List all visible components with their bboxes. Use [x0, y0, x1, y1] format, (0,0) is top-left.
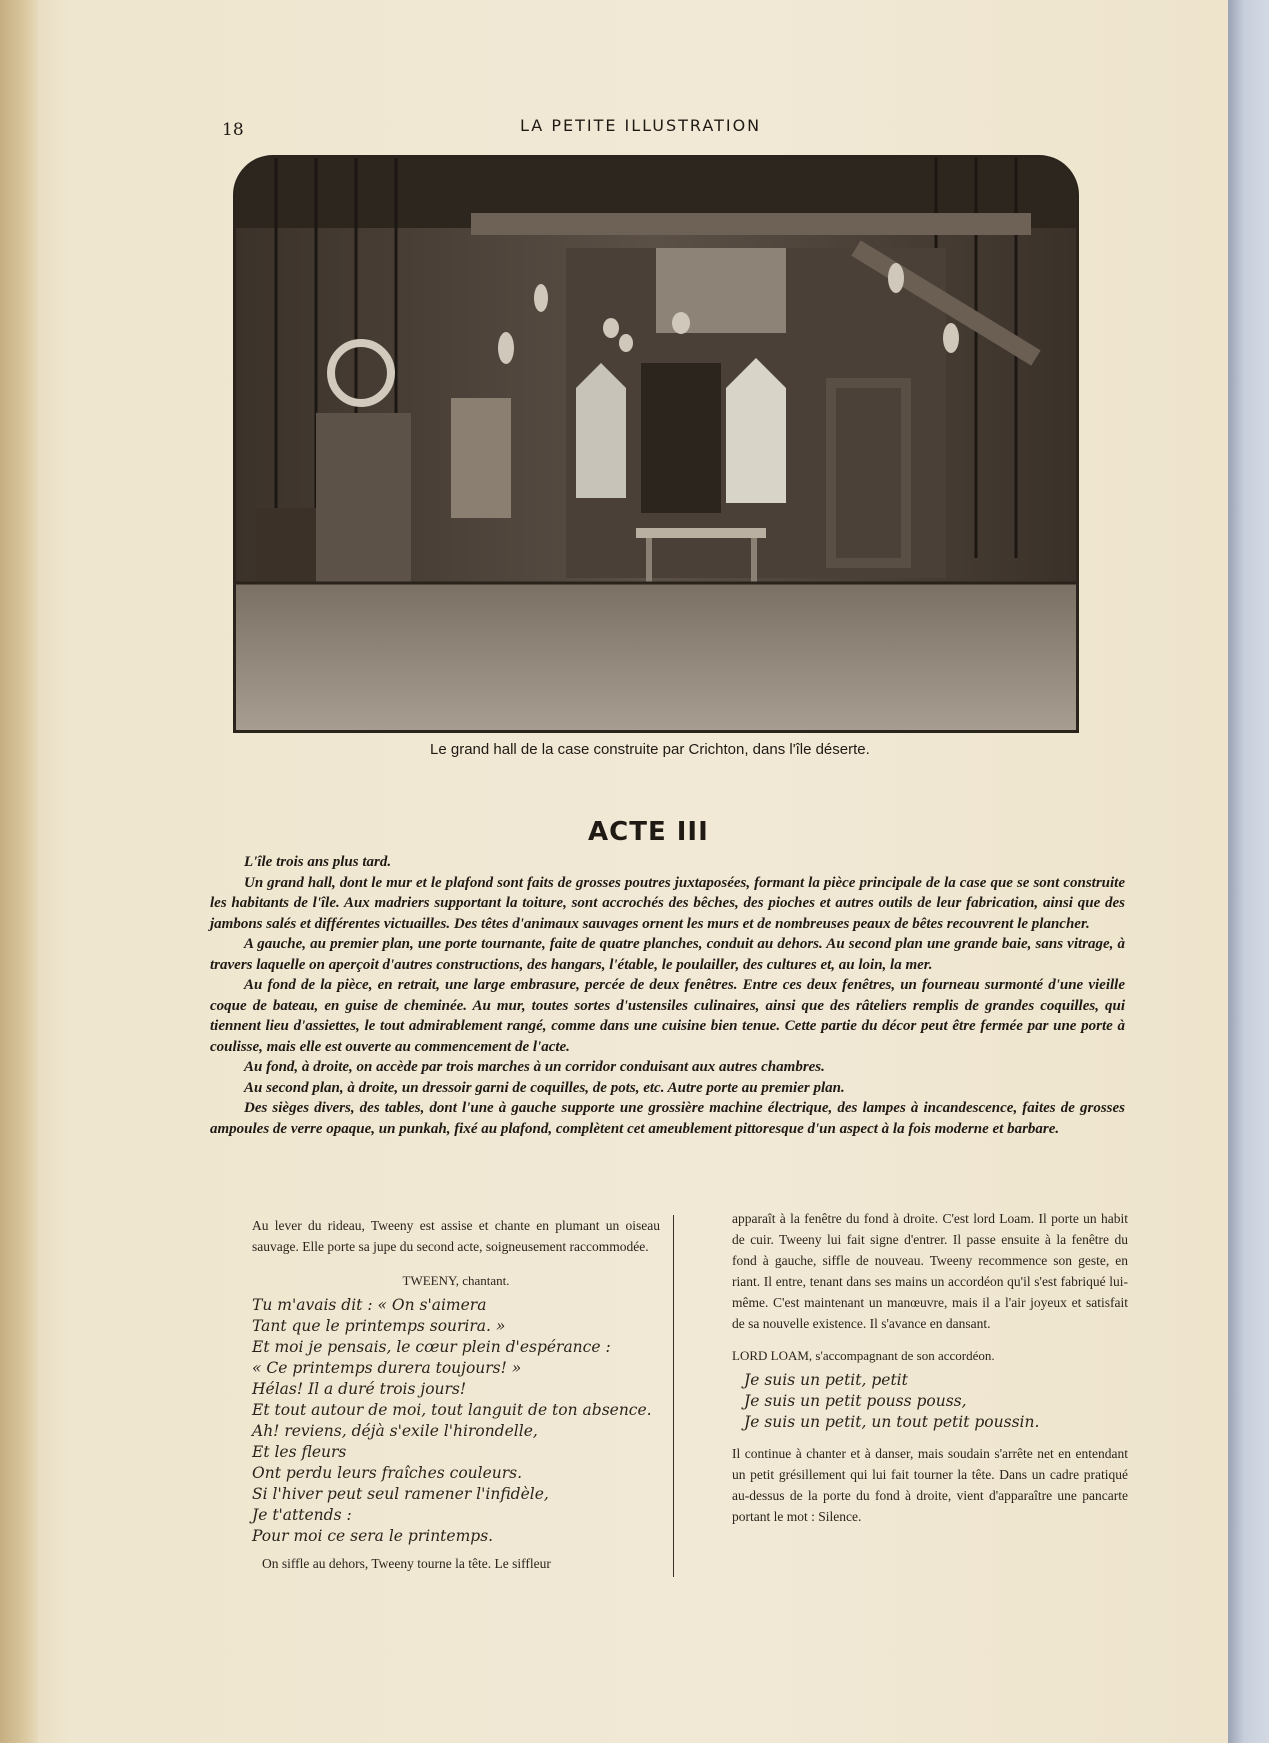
right-after-song: Il continue à chanter et à danser, mais soudain s'arrête net en entendant un petit grésillement qui lui fait tourner la tête. Dans un cadre pratiqué au-dessus de la porte du fond à droite, vient d'apparaître une pancarte portant le mot : Silence.: [732, 1446, 1128, 1524]
stage-set-illustration: [236, 158, 1076, 730]
left-intro: Au lever du rideau, Tweeny est assise et chante en plumant un oiseau sauvage. Elle porte sa jupe du second acte, soigneusement raccommodée.: [252, 1218, 660, 1254]
song-line: Tu m'avais dit : « On s'aimera: [252, 1296, 487, 1314]
song-line: Hélas! Il a duré trois jours!: [252, 1380, 467, 1398]
stage-direction-paragraph: Au second plan, à droite, un dressoir garni de coquilles, de pots, etc. Autre porte au premier plan.: [244, 1079, 845, 1096]
song-line: Je t'attends :: [252, 1506, 352, 1524]
song-line: Je suis un petit, un tout petit poussin.: [744, 1413, 1040, 1431]
speaker-tweeny: TWEENY, chantant.: [402, 1273, 510, 1288]
right-column: [732, 1208, 1128, 1527]
stage-direction-paragraph: Des sièges divers, des tables, dont l'une à gauche supporte une grossière machine électrique, des lampes à incandescence, faites de grosses ampoules de verre opaque, un punkah, fixé au plafond, complètent cet ameublement pittoresque d'un aspect à la fois moderne et barbare.: [210, 1100, 1125, 1137]
stage-direction-paragraph: L'île trois ans plus tard.: [244, 854, 392, 870]
song-line: Pour moi ce sera le printemps.: [252, 1527, 494, 1545]
right-intro: apparaît à la fenêtre du fond à droite. C'est lord Loam. Il porte un habit de cuir. Tweeny lui fait signe d'entrer. Il passe ensuite à la fenêtre du fond à gauche, siffle de nouveau. Tweeny recommence son geste, en riant. Il entre, tenant dans ses mains un accordéon qu'il s'est fabriqué lui-même. C'est maintenant un manœuvre, mais il a l'air joyeux et satisfait de sa nouvelle existence. Il s'avance en dansant.: [732, 1211, 1128, 1331]
song-line: Ont perdu leurs fraîches couleurs.: [252, 1464, 523, 1482]
stage-directions: [210, 852, 1125, 1139]
running-head: LA PETITE ILLUSTRATION: [520, 116, 762, 135]
column-divider: [673, 1215, 674, 1577]
scanner-background: [1228, 0, 1269, 1743]
tweeny-song: [252, 1295, 660, 1547]
stage-direction-paragraph: A gauche, au premier plan, une porte tournante, faite de quatre planches, conduit au dehors. Au second plan une grande baie, sans vitrage, à travers laquelle on aperçoit d'autres constructions, des hangars, l'étable, le poulailler, des cultures et, au loin, la mer.: [210, 936, 1125, 973]
song-line: Si l'hiver peut seul ramener l'infidèle,: [252, 1485, 549, 1503]
song-line: Je suis un petit, petit: [744, 1371, 908, 1389]
figure-caption: Le grand hall de la case construite par Crichton, dans l'île déserte.: [430, 741, 870, 758]
book-binding: [0, 0, 38, 1743]
lord-loam-song: [732, 1370, 1128, 1433]
stage-direction-paragraph: Au fond de la pièce, en retrait, une large embrasure, percée de deux fenêtres. Entre ces deux fenêtres, un fourneau surmonté d'une vieille coque de bateau, en guise de cheminée. Au mur, toutes sortes d'ustensiles culinaires, ainsi que des râteliers remplis de grandes coquilles, qui tiennent lieu d'assiettes, le tout admirablement rangé, comme dans une cuisine bien tenue. Cette partie du décor peut être fermée par une porte à coulisse, mais elle est ouverte au commencement de l'acte.: [210, 977, 1125, 1055]
speaker-lord-loam: LORD LOAM, s'accompagnant de son accordéon.: [732, 1348, 995, 1363]
song-line: Et les fleurs: [252, 1443, 347, 1461]
song-line: Et moi je pensais, le cœur plein d'espérance :: [252, 1338, 611, 1356]
left-after-song: On siffle au dehors, Tweeny tourne la tête. Le siffleur: [262, 1556, 551, 1571]
act-title: ACTE III: [588, 817, 709, 847]
stage-direction-paragraph: Un grand hall, dont le mur et le plafond sont faits de grosses poutres juxtaposées, formant la pièce principale de la case que se sont construite les habitants de l'île. Aux madriers supportant la toiture, sont accrochés des bêches, des pioches et autres outils de leur fabrication, ainsi que des jambons salés et différentes victuailles. Des têtes d'animaux sauvages ornent les murs et de nombreuses peaux de bêtes recouvrent le plancher.: [210, 874, 1125, 932]
song-line: « Ce printemps durera toujours! »: [252, 1359, 522, 1377]
stage-set-photograph: [233, 155, 1079, 733]
stage-direction-paragraph: Au fond, à droite, on accède par trois marches à un corridor conduisant aux autres chambres.: [244, 1059, 825, 1075]
left-column: [252, 1215, 660, 1574]
song-line: Ah! reviens, déjà s'exile l'hirondelle,: [252, 1422, 538, 1440]
song-line: Et tout autour de moi, tout languit de ton absence.: [252, 1401, 652, 1419]
song-line: Je suis un petit pouss pouss,: [744, 1392, 967, 1410]
page-number: 18: [222, 120, 244, 140]
song-line: Tant que le printemps sourira. »: [252, 1317, 506, 1335]
